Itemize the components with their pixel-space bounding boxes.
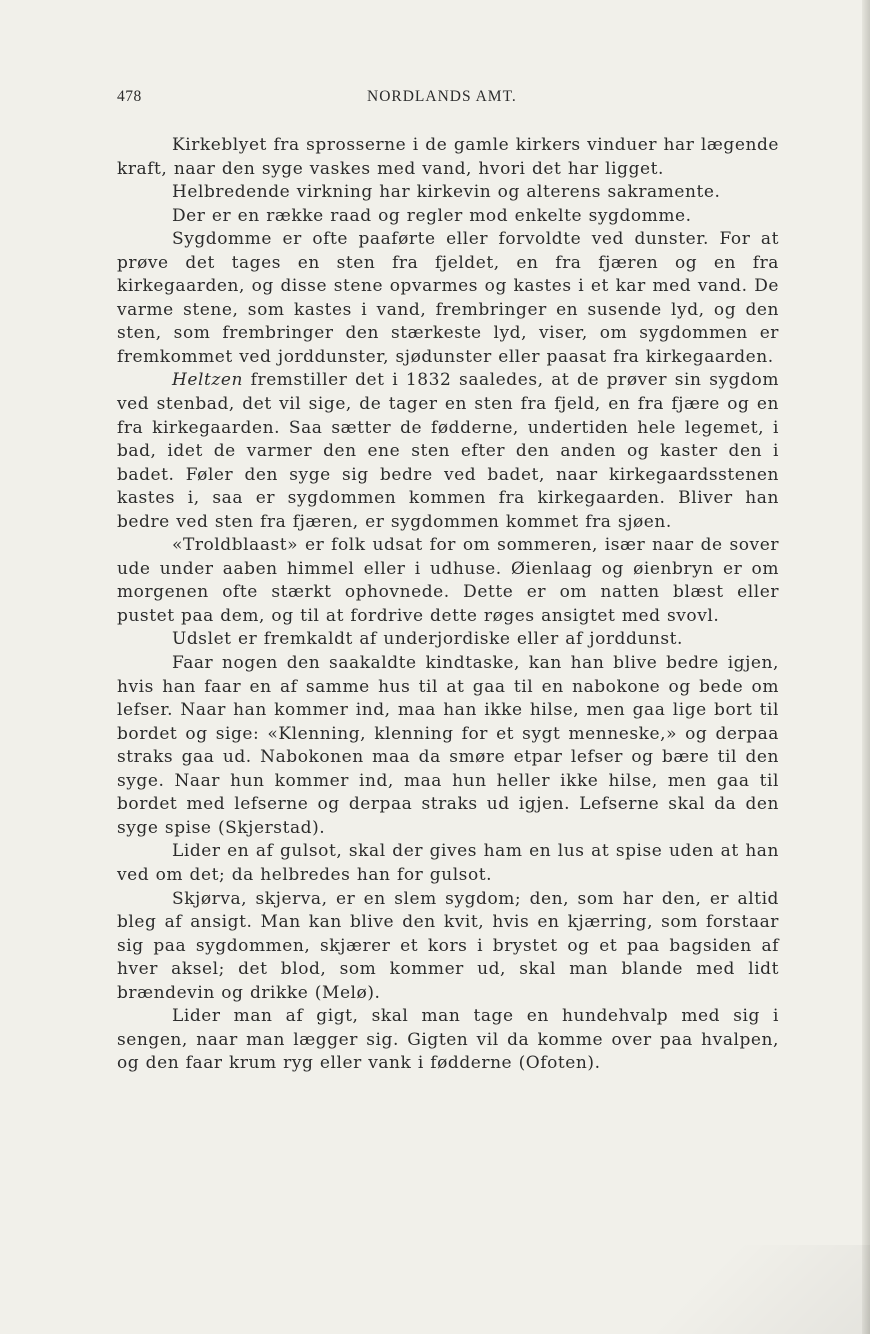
author-name-italic: Heltzen xyxy=(172,370,243,391)
paragraph-vapours: Sygdomme er ofte paaførte eller forvoldte ved dunster. For at prøve det tages en sten fra fjeldet, en fra fjæren og en fra kirkegaarden, og disse stene opvarmes og kastes i et kar med vand. De varme stene, som kastes i vand, frembringer en susende lyd, og den sten, som frembringer den stærkeste lyd, viser, om sygdommen er fremkommet ved jorddunster, sjødunster eller paasat fra kirkegaarden. xyxy=(117,229,786,367)
page-edge xyxy=(862,0,870,1334)
running-title: NORDLANDS AMT. xyxy=(367,88,517,105)
running-head xyxy=(117,88,779,114)
book-page xyxy=(117,88,786,1076)
paragraph-church-wine: Helbredende virkning har kirkevin og alterens sakramente. xyxy=(172,182,721,203)
paragraph-skjorva: Skjørva, skjerva, er en slem sygdom; den, som har den, er altid bleg af ansigt. Man kan blive den kvit, hvis en kjærring, som forstaar sig paa sygdommen, skjærer et kors i brystet og et paa bagsiden af hver aksel; det blod, som kommer ud, skal man blande med lidt brændevin og drikke (Melø). xyxy=(117,888,786,1003)
paragraph-gout: Lider man af gigt, skal man tage en hundehvalp med sig i sengen, naar man lægger sig. Gigten vil da komme over paa hvalpen, og den faar krum ryg eller vank i fødderne (Ofoten). xyxy=(117,1006,786,1074)
paragraph-church-lead: Kirkeblyet fra sprosserne i de gamle kirkers vinduer har lægende kraft, naar den syge vaskes med vand, hvori det har ligget. xyxy=(117,135,786,179)
paragraph-remedies-intro: Der er en række raad og regler mod enkelte sygdomme. xyxy=(172,205,692,226)
paragraph-troldblaast: «Troldblaast» er folk udsat for om sommeren, især naar de sover ude under aaben himmel eller i udhuse. Øienlaag og øienbryn er om morgenen ofte stærkt ophovnede. Dette er om natten blæst eller pustet paa dem, og til at fordrive dette røges ansigtet med svovl. xyxy=(117,535,786,626)
body-text xyxy=(117,134,786,1076)
paragraph-rash: Udslet er fremkaldt af underjordiske eller af jorddunst. xyxy=(172,629,683,650)
paragraph-kindtaske: Faar nogen den saakaldte kindtaske, kan han blive bedre igjen, hvis han faar en af samme hus til at gaa til en nabokone og bede om lefser. Naar han kommer ind, maa han ikke hilse, men gaa lige bort til bordet og sige: «Klenning, klenning for et sygt menneske,» og derpaa straks gaa ud. Nabokonen maa da smøre etpar lefser og bære til den syge. Naar hun kommer ind, maa hun heller ikke hilse, men gaa til bordet med lefserne og derpaa straks ud igjen. Lefserne skal da den syge spise (Skjerstad). xyxy=(117,653,786,838)
paragraph-jaundice: Lider en af gulsot, skal der gives ham en lus at spise uden at han ved om det; da helbredes han for gulsot. xyxy=(117,841,786,885)
page-number: 478 xyxy=(117,88,142,105)
page-corner-shadow xyxy=(585,1245,870,1334)
paragraph-heltzen: Heltzen fremstiller det i 1832 saaledes, at de prøver sin sygdom ved stenbad, det vil sige, de tager en sten fra fjeld, en fra fjære og en fra kirkegaarden. Saa sætter de fødderne, undertiden hele legemet, i bad, idet de varmer den ene sten efter den anden og kaster den i badet. Føler den syge sig bedre ved badet, naar kirkegaardsstenen kastes i, saa er sygdommen kommen fra kirkegaarden. Bliver han bedre ved sten fra fjæren, er sygdommen kommet fra sjøen. xyxy=(117,370,786,532)
